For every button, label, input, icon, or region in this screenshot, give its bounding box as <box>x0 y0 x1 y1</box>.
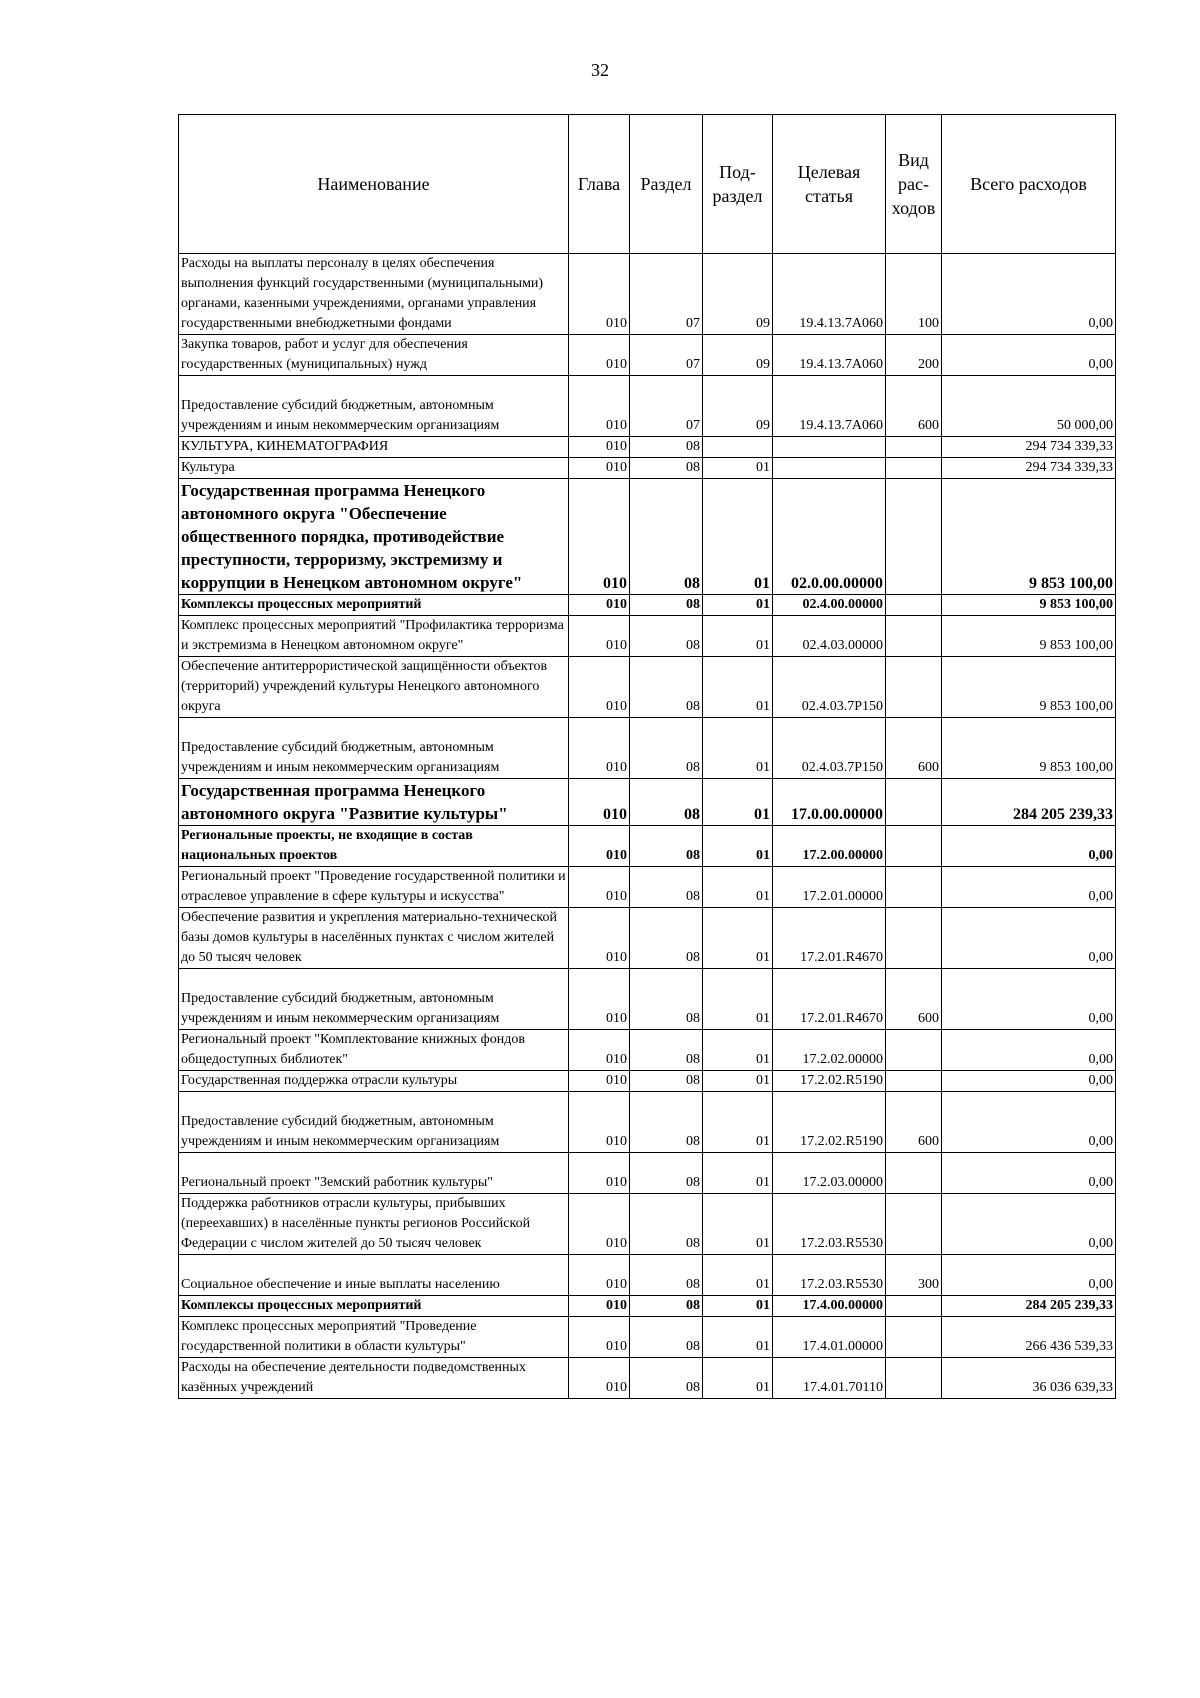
cell-glava: 010 <box>569 335 630 376</box>
cell-name: Комплекс процессных мероприятий "Профилактика терроризма и экстремизма в Ненецком автономном округе" <box>179 616 569 657</box>
cell-name: Культура <box>179 458 569 479</box>
cell-name: Поддержка работников отрасли культуры, прибывших (переехавших) в населённые пункты регионов Российской Федерации с числом жителей до 50 тысяч человек <box>179 1194 569 1255</box>
cell-glava: 010 <box>569 254 630 335</box>
cell-glava: 010 <box>569 616 630 657</box>
cell-podrazdel: 01 <box>703 1030 773 1071</box>
cell-podrazdel: 01 <box>703 657 773 718</box>
cell-razdel: 08 <box>630 1296 703 1317</box>
table-row <box>179 595 1116 616</box>
cell-total: 294 734 339,33 <box>942 437 1116 458</box>
table-row <box>179 616 1116 657</box>
table-row <box>179 657 1116 718</box>
table-row <box>179 1092 1116 1153</box>
cell-podrazdel: 01 <box>703 908 773 969</box>
cell-glava: 010 <box>569 1358 630 1399</box>
header-glava: Глава <box>569 115 630 254</box>
cell-vid <box>886 1358 942 1399</box>
table-row <box>179 1296 1116 1317</box>
cell-podrazdel: 09 <box>703 254 773 335</box>
cell-razdel: 07 <box>630 335 703 376</box>
cell-total: 0,00 <box>942 1255 1116 1296</box>
cell-glava: 010 <box>569 1071 630 1092</box>
cell-glava: 010 <box>569 1030 630 1071</box>
cell-glava: 010 <box>569 1296 630 1317</box>
cell-name: Государственная программа Ненецкого автономного округа "Обеспечение общественного порядка, противодействие преступности, терроризму, экстремизму и коррупции в Ненецком автономном округе" <box>179 479 569 595</box>
cell-podrazdel: 01 <box>703 779 773 826</box>
cell-celevaya: 17.2.02.R5190 <box>773 1092 886 1153</box>
cell-podrazdel: 01 <box>703 718 773 779</box>
page-number: 32 <box>591 60 609 80</box>
cell-total: 0,00 <box>942 1030 1116 1071</box>
cell-vid: 600 <box>886 718 942 779</box>
cell-celevaya: 19.4.13.7А060 <box>773 376 886 437</box>
cell-celevaya <box>773 458 886 479</box>
table-row <box>179 1255 1116 1296</box>
cell-vid <box>886 826 942 867</box>
cell-razdel: 08 <box>630 437 703 458</box>
cell-razdel: 08 <box>630 595 703 616</box>
cell-name: Предоставление субсидий бюджетным, автономным учреждениям и иным некоммерческим организациям <box>179 1092 569 1153</box>
cell-glava: 010 <box>569 969 630 1030</box>
cell-celevaya: 17.4.01.00000 <box>773 1317 886 1358</box>
cell-name: Региональный проект "Проведение государственной политики и отраслевое управление в сфере культуры и искусства" <box>179 867 569 908</box>
table-row <box>179 1030 1116 1071</box>
cell-vid: 200 <box>886 335 942 376</box>
cell-total: 0,00 <box>942 867 1116 908</box>
cell-podrazdel: 01 <box>703 867 773 908</box>
cell-celevaya: 02.4.03.00000 <box>773 616 886 657</box>
cell-celevaya: 19.4.13.7А060 <box>773 335 886 376</box>
cell-name: Комплекс процессных мероприятий "Проведение государственной политики в области культуры" <box>179 1317 569 1358</box>
cell-name: Расходы на выплаты персоналу в целях обеспечения выполнения функций государственными (муниципальными) органами, казенными учреждениями, органами управления государственными внебюджетными фондами <box>179 254 569 335</box>
header-total: Всего расходов <box>942 115 1116 254</box>
cell-celevaya: 17.2.03.00000 <box>773 1153 886 1194</box>
cell-vid <box>886 657 942 718</box>
cell-vid <box>886 779 942 826</box>
cell-total: 9 853 100,00 <box>942 718 1116 779</box>
cell-podrazdel: 01 <box>703 1317 773 1358</box>
table-row <box>179 335 1116 376</box>
cell-name: Региональный проект "Комплектование книжных фондов общедоступных библиотек" <box>179 1030 569 1071</box>
cell-total: 50 000,00 <box>942 376 1116 437</box>
table-row <box>179 1071 1116 1092</box>
cell-razdel: 08 <box>630 657 703 718</box>
cell-vid <box>886 1317 942 1358</box>
cell-name: КУЛЬТУРА, КИНЕМАТОГРАФИЯ <box>179 437 569 458</box>
cell-celevaya: 17.2.01.R4670 <box>773 908 886 969</box>
cell-glava: 010 <box>569 1153 630 1194</box>
cell-vid <box>886 616 942 657</box>
table-row <box>179 718 1116 779</box>
cell-vid <box>886 437 942 458</box>
header-name: Наименование <box>179 115 569 254</box>
cell-total: 284 205 239,33 <box>942 779 1116 826</box>
cell-name: Государственная поддержка отрасли культуры <box>179 1071 569 1092</box>
cell-podrazdel: 01 <box>703 1194 773 1255</box>
cell-total: 9 853 100,00 <box>942 616 1116 657</box>
cell-total: 0,00 <box>942 335 1116 376</box>
table-row <box>179 254 1116 335</box>
cell-glava: 010 <box>569 1317 630 1358</box>
cell-razdel: 08 <box>630 1153 703 1194</box>
cell-name: Государственная программа Ненецкого автономного округа "Развитие культуры" <box>179 779 569 826</box>
cell-total: 0,00 <box>942 826 1116 867</box>
cell-vid <box>886 908 942 969</box>
table-row <box>179 458 1116 479</box>
cell-razdel: 08 <box>630 1255 703 1296</box>
cell-celevaya: 17.2.01.00000 <box>773 867 886 908</box>
cell-name: Комплексы процессных мероприятий <box>179 595 569 616</box>
cell-glava: 010 <box>569 1092 630 1153</box>
cell-glava: 010 <box>569 908 630 969</box>
cell-razdel: 07 <box>630 254 703 335</box>
header-razdel: Раздел <box>630 115 703 254</box>
cell-glava: 010 <box>569 718 630 779</box>
cell-celevaya <box>773 437 886 458</box>
cell-celevaya: 17.2.02.R5190 <box>773 1071 886 1092</box>
cell-razdel: 08 <box>630 616 703 657</box>
cell-glava: 010 <box>569 595 630 616</box>
table-row <box>179 479 1116 595</box>
cell-podrazdel: 09 <box>703 335 773 376</box>
cell-glava: 010 <box>569 867 630 908</box>
cell-name: Расходы на обеспечение деятельности подведомственных казённых учреждений <box>179 1358 569 1399</box>
cell-name: Обеспечение развития и укрепления материально-технической базы домов культуры в населённых пунктах с числом жителей до 50 тысяч человек <box>179 908 569 969</box>
cell-vid: 100 <box>886 254 942 335</box>
cell-glava: 010 <box>569 779 630 826</box>
cell-celevaya: 17.2.03.R5530 <box>773 1194 886 1255</box>
cell-celevaya: 02.0.00.00000 <box>773 479 886 595</box>
cell-vid: 300 <box>886 1255 942 1296</box>
cell-vid <box>886 1030 942 1071</box>
cell-name: Закупка товаров, работ и услуг для обеспечения государственных (муниципальных) нужд <box>179 335 569 376</box>
cell-name: Социальное обеспечение и иные выплаты населению <box>179 1255 569 1296</box>
cell-total: 9 853 100,00 <box>942 657 1116 718</box>
cell-podrazdel: 01 <box>703 616 773 657</box>
table-row <box>179 1194 1116 1255</box>
cell-glava: 010 <box>569 1194 630 1255</box>
cell-podrazdel: 01 <box>703 1358 773 1399</box>
table-row <box>179 1358 1116 1399</box>
cell-total: 0,00 <box>942 908 1116 969</box>
cell-total: 0,00 <box>942 1194 1116 1255</box>
cell-total: 0,00 <box>942 969 1116 1030</box>
cell-total: 0,00 <box>942 1153 1116 1194</box>
cell-podrazdel: 09 <box>703 376 773 437</box>
cell-vid <box>886 1194 942 1255</box>
cell-vid <box>886 458 942 479</box>
table-row <box>179 376 1116 437</box>
cell-podrazdel: 01 <box>703 969 773 1030</box>
cell-name: Региональные проекты, не входящие в состав национальных проектов <box>179 826 569 867</box>
cell-glava: 010 <box>569 826 630 867</box>
table-body <box>179 254 1116 1399</box>
header-row <box>179 115 1116 254</box>
cell-glava: 010 <box>569 458 630 479</box>
cell-vid <box>886 1071 942 1092</box>
cell-vid <box>886 867 942 908</box>
cell-celevaya: 17.2.01.R4670 <box>773 969 886 1030</box>
cell-name: Обеспечение антитеррористической защищённости объектов (территорий) учреждений культуры Ненецкого автономного округа <box>179 657 569 718</box>
cell-podrazdel: 01 <box>703 826 773 867</box>
cell-razdel: 08 <box>630 867 703 908</box>
cell-name: Предоставление субсидий бюджетным, автономным учреждениям и иным некоммерческим организациям <box>179 718 569 779</box>
cell-celevaya: 02.4.03.7Р150 <box>773 657 886 718</box>
cell-vid: 600 <box>886 376 942 437</box>
cell-razdel: 08 <box>630 908 703 969</box>
cell-podrazdel: 01 <box>703 479 773 595</box>
cell-total: 36 036 639,33 <box>942 1358 1116 1399</box>
table-row <box>179 867 1116 908</box>
cell-podrazdel: 01 <box>703 1296 773 1317</box>
cell-name: Региональный проект "Земский работник культуры" <box>179 1153 569 1194</box>
cell-celevaya: 17.2.02.00000 <box>773 1030 886 1071</box>
cell-razdel: 08 <box>630 969 703 1030</box>
cell-glava: 010 <box>569 437 630 458</box>
cell-razdel: 08 <box>630 1317 703 1358</box>
cell-celevaya: 17.2.00.00000 <box>773 826 886 867</box>
budget-table <box>178 114 1116 1399</box>
cell-total: 9 853 100,00 <box>942 479 1116 595</box>
cell-razdel: 08 <box>630 718 703 779</box>
cell-name: Предоставление субсидий бюджетным, автономным учреждениям и иным некоммерческим организациям <box>179 969 569 1030</box>
cell-vid: 600 <box>886 1092 942 1153</box>
table-row <box>179 1317 1116 1358</box>
cell-razdel: 08 <box>630 1071 703 1092</box>
cell-total: 0,00 <box>942 1092 1116 1153</box>
cell-celevaya: 19.4.13.7А060 <box>773 254 886 335</box>
table-row <box>179 1153 1116 1194</box>
table-row <box>179 969 1116 1030</box>
header-celevaya: Целевая статья <box>773 115 886 254</box>
cell-razdel: 08 <box>630 479 703 595</box>
table-row <box>179 908 1116 969</box>
cell-celevaya: 17.0.00.00000 <box>773 779 886 826</box>
cell-razdel: 08 <box>630 1092 703 1153</box>
cell-razdel: 08 <box>630 1358 703 1399</box>
cell-name: Предоставление субсидий бюджетным, автономным учреждениям и иным некоммерческим организациям <box>179 376 569 437</box>
cell-razdel: 08 <box>630 1194 703 1255</box>
cell-vid: 600 <box>886 969 942 1030</box>
cell-celevaya: 17.2.03.R5530 <box>773 1255 886 1296</box>
header-vid: Вид рас- ходов <box>886 115 942 254</box>
cell-vid <box>886 1296 942 1317</box>
cell-podrazdel: 01 <box>703 1255 773 1296</box>
cell-celevaya: 17.4.01.70110 <box>773 1358 886 1399</box>
table-row <box>179 826 1116 867</box>
table-row <box>179 437 1116 458</box>
cell-podrazdel <box>703 437 773 458</box>
cell-podrazdel: 01 <box>703 1071 773 1092</box>
cell-total: 294 734 339,33 <box>942 458 1116 479</box>
cell-name: Комплексы процессных мероприятий <box>179 1296 569 1317</box>
header-podrazdel: Под- раздел <box>703 115 773 254</box>
cell-podrazdel: 01 <box>703 1092 773 1153</box>
cell-vid <box>886 479 942 595</box>
cell-razdel: 08 <box>630 458 703 479</box>
cell-celevaya: 02.4.00.00000 <box>773 595 886 616</box>
cell-razdel: 08 <box>630 826 703 867</box>
cell-vid <box>886 595 942 616</box>
cell-vid <box>886 1153 942 1194</box>
cell-total: 0,00 <box>942 1071 1116 1092</box>
cell-podrazdel: 01 <box>703 1153 773 1194</box>
cell-total: 0,00 <box>942 254 1116 335</box>
cell-celevaya: 02.4.03.7Р150 <box>773 718 886 779</box>
cell-glava: 010 <box>569 376 630 437</box>
cell-total: 284 205 239,33 <box>942 1296 1116 1317</box>
table-row <box>179 779 1116 826</box>
cell-razdel: 07 <box>630 376 703 437</box>
cell-razdel: 08 <box>630 1030 703 1071</box>
cell-celevaya: 17.4.00.00000 <box>773 1296 886 1317</box>
cell-podrazdel: 01 <box>703 595 773 616</box>
cell-razdel: 08 <box>630 779 703 826</box>
cell-podrazdel: 01 <box>703 458 773 479</box>
cell-total: 266 436 539,33 <box>942 1317 1116 1358</box>
cell-total: 9 853 100,00 <box>942 595 1116 616</box>
cell-glava: 010 <box>569 479 630 595</box>
cell-glava: 010 <box>569 1255 630 1296</box>
cell-glava: 010 <box>569 657 630 718</box>
